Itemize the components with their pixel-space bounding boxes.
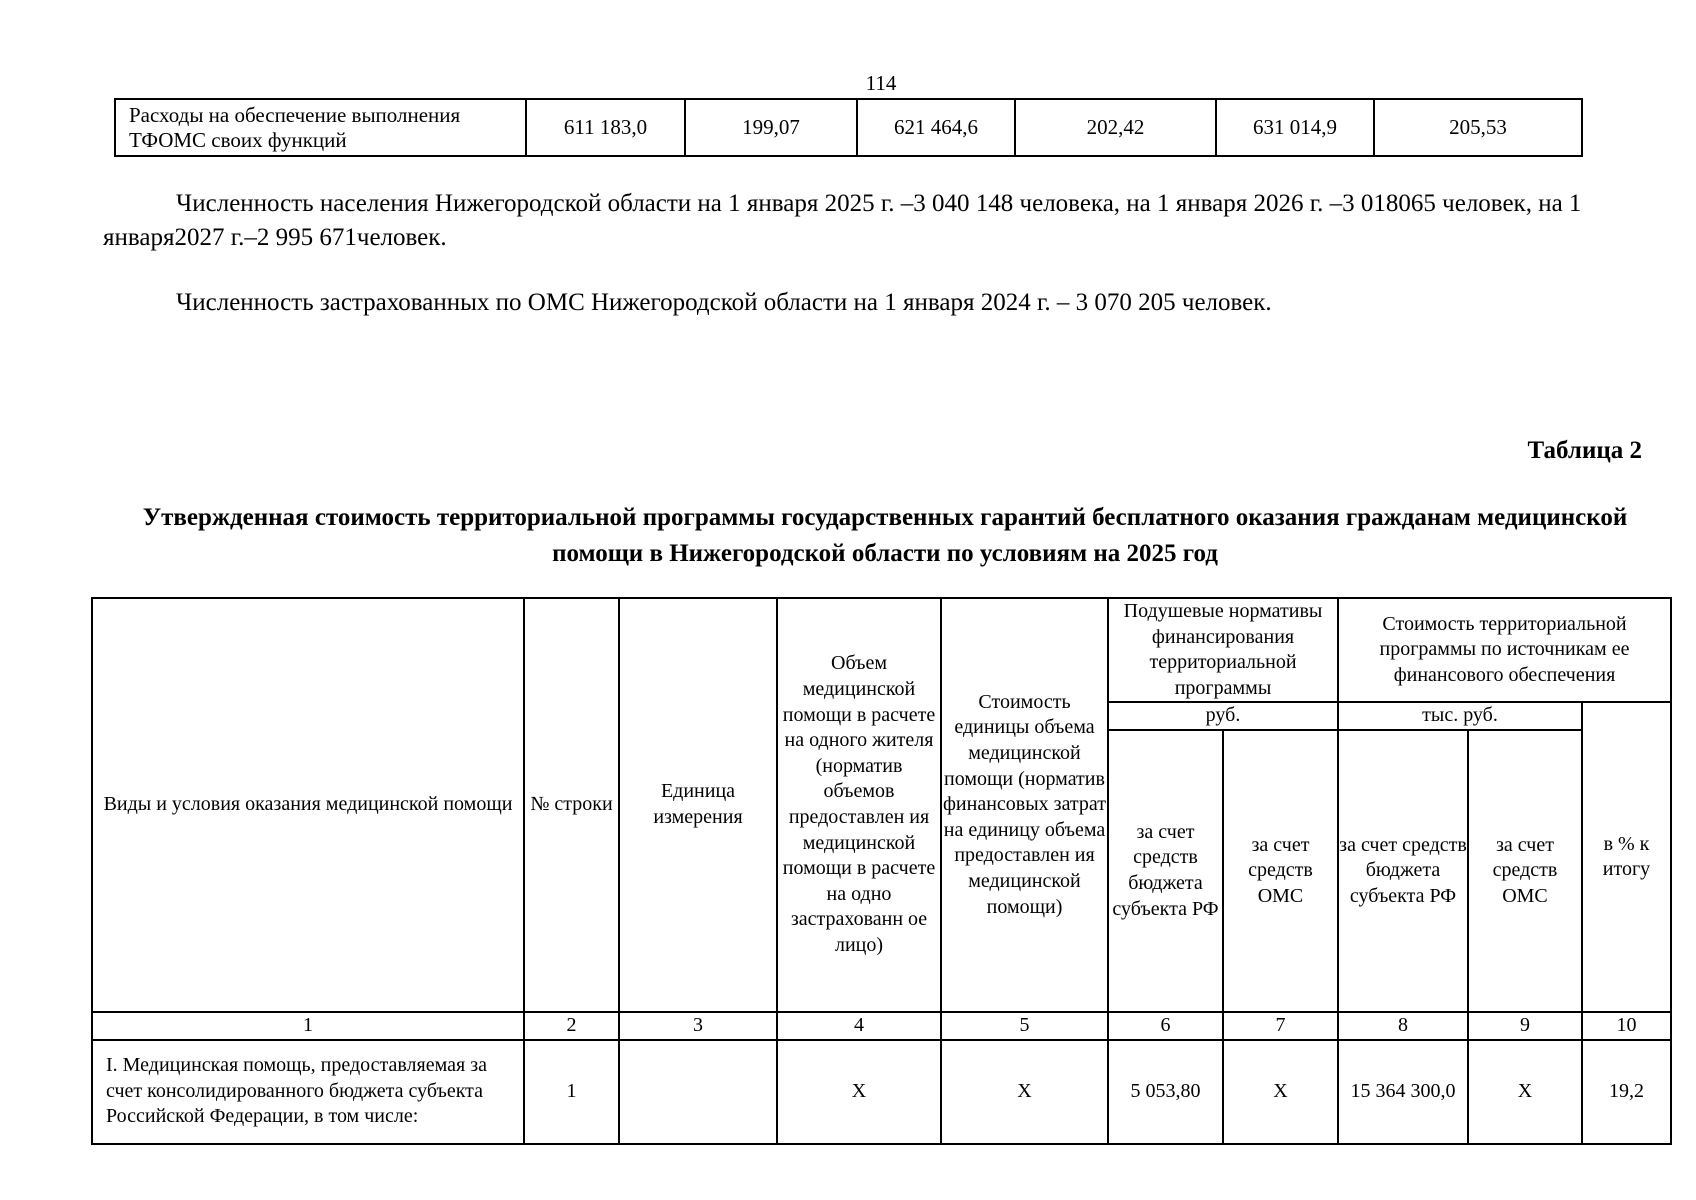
page-number: 114 — [865, 71, 897, 95]
header-per-capita: Подушевые нормативы финансирования территориальной программы — [1108, 598, 1338, 702]
column-number: 2 — [524, 1012, 619, 1040]
header-budget-rf: за счет средств бюджета субъекта РФ — [1108, 730, 1223, 1012]
header-volume: Объем медицинской помощи в расчете на одного жителя (норматив объемов предоставлен ия медицинской помощи в расчете на одно застрахованн ое лицо) — [777, 598, 941, 1012]
table-cell: 1 — [524, 1040, 619, 1144]
table-cell: 205,53 — [1374, 99, 1582, 156]
column-number: 7 — [1223, 1012, 1338, 1040]
column-number: 1 — [92, 1012, 524, 1040]
insured-paragraph: Численность застрахованных по ОМС Нижегородской области на 1 января 2024 г. – 3 070 205 человек. — [176, 289, 1272, 316]
column-number: 10 — [1582, 1012, 1671, 1040]
header-types: Виды и условия оказания медицинской помощи — [92, 598, 524, 1012]
header-rub: руб. — [1108, 702, 1338, 730]
table-cell: Расходы на обеспечение выполнения ТФОМС своих функций — [115, 99, 526, 156]
expenses-table — [114, 98, 1583, 157]
table-cell: 15 364 300,0 — [1338, 1040, 1468, 1144]
column-number: 6 — [1108, 1012, 1223, 1040]
column-number: 9 — [1468, 1012, 1582, 1040]
table-cell: 5 053,80 — [1108, 1040, 1223, 1144]
table-label: Таблица 2 — [1527, 437, 1642, 464]
column-number: 4 — [777, 1012, 941, 1040]
header-thous-rub: тыс. руб. — [1338, 702, 1582, 730]
table-cell: 19,2 — [1582, 1040, 1671, 1144]
table-cell — [619, 1040, 777, 1144]
table-cell: Х — [1468, 1040, 1582, 1144]
table-cell: Х — [1223, 1040, 1338, 1144]
column-number: 8 — [1338, 1012, 1468, 1040]
header-budget-rf: за счет средств бюджета субъекта РФ — [1338, 730, 1468, 1012]
table-cell: 631 014,9 — [1216, 99, 1374, 156]
table-cell: 621 464,6 — [857, 99, 1015, 156]
table-title: Утвержденная стоимость территориальной программы государственных гарантий бесплатного оказания гражданам медицинской помощи в Нижегородской области по условиям на 2025 год — [142, 504, 1628, 567]
table-cell: 611 183,0 — [526, 99, 685, 156]
program-cost-table — [91, 597, 1672, 1145]
table-row — [92, 1040, 1671, 1144]
header-unit: Единица измерения — [619, 598, 777, 1012]
table-cell: Х — [941, 1040, 1108, 1144]
header-program-cost: Стоимость территориальной программы по источникам ее финансового обеспечения — [1338, 598, 1671, 702]
column-number: 5 — [941, 1012, 1108, 1040]
header-row-no: № строки — [524, 598, 619, 1012]
population-paragraph: Численность населения Нижегородской области на 1 января 2025 г. –3 040 148 человека, на 1 января 2026 г. –3 018065 человек, на 1 января2027 г.–2 995 671человек. — [103, 190, 1582, 251]
header-percent: в % к итогу — [1582, 702, 1671, 1012]
table-cell: 202,42 — [1015, 99, 1216, 156]
header-row — [92, 598, 1671, 702]
header-oms: за счет средств ОМС — [1223, 730, 1338, 1012]
column-number: 3 — [619, 1012, 777, 1040]
table-cell: 199,07 — [685, 99, 857, 156]
table-cell: I. Медицинская помощь, предоставляемая за счет консолидированного бюджета субъекта Российской Федерации, в том числе: — [92, 1040, 524, 1144]
table-cell: Х — [777, 1040, 941, 1144]
header-oms: за счет средств ОМС — [1468, 730, 1582, 1012]
table-row — [115, 99, 1582, 156]
column-number-row — [92, 1012, 1671, 1040]
header-cost: Стоимость единицы объема медицинской помощи (норматив финансовых затрат на единицу объема предоставлен ия медицинской помощи) — [941, 598, 1108, 1012]
